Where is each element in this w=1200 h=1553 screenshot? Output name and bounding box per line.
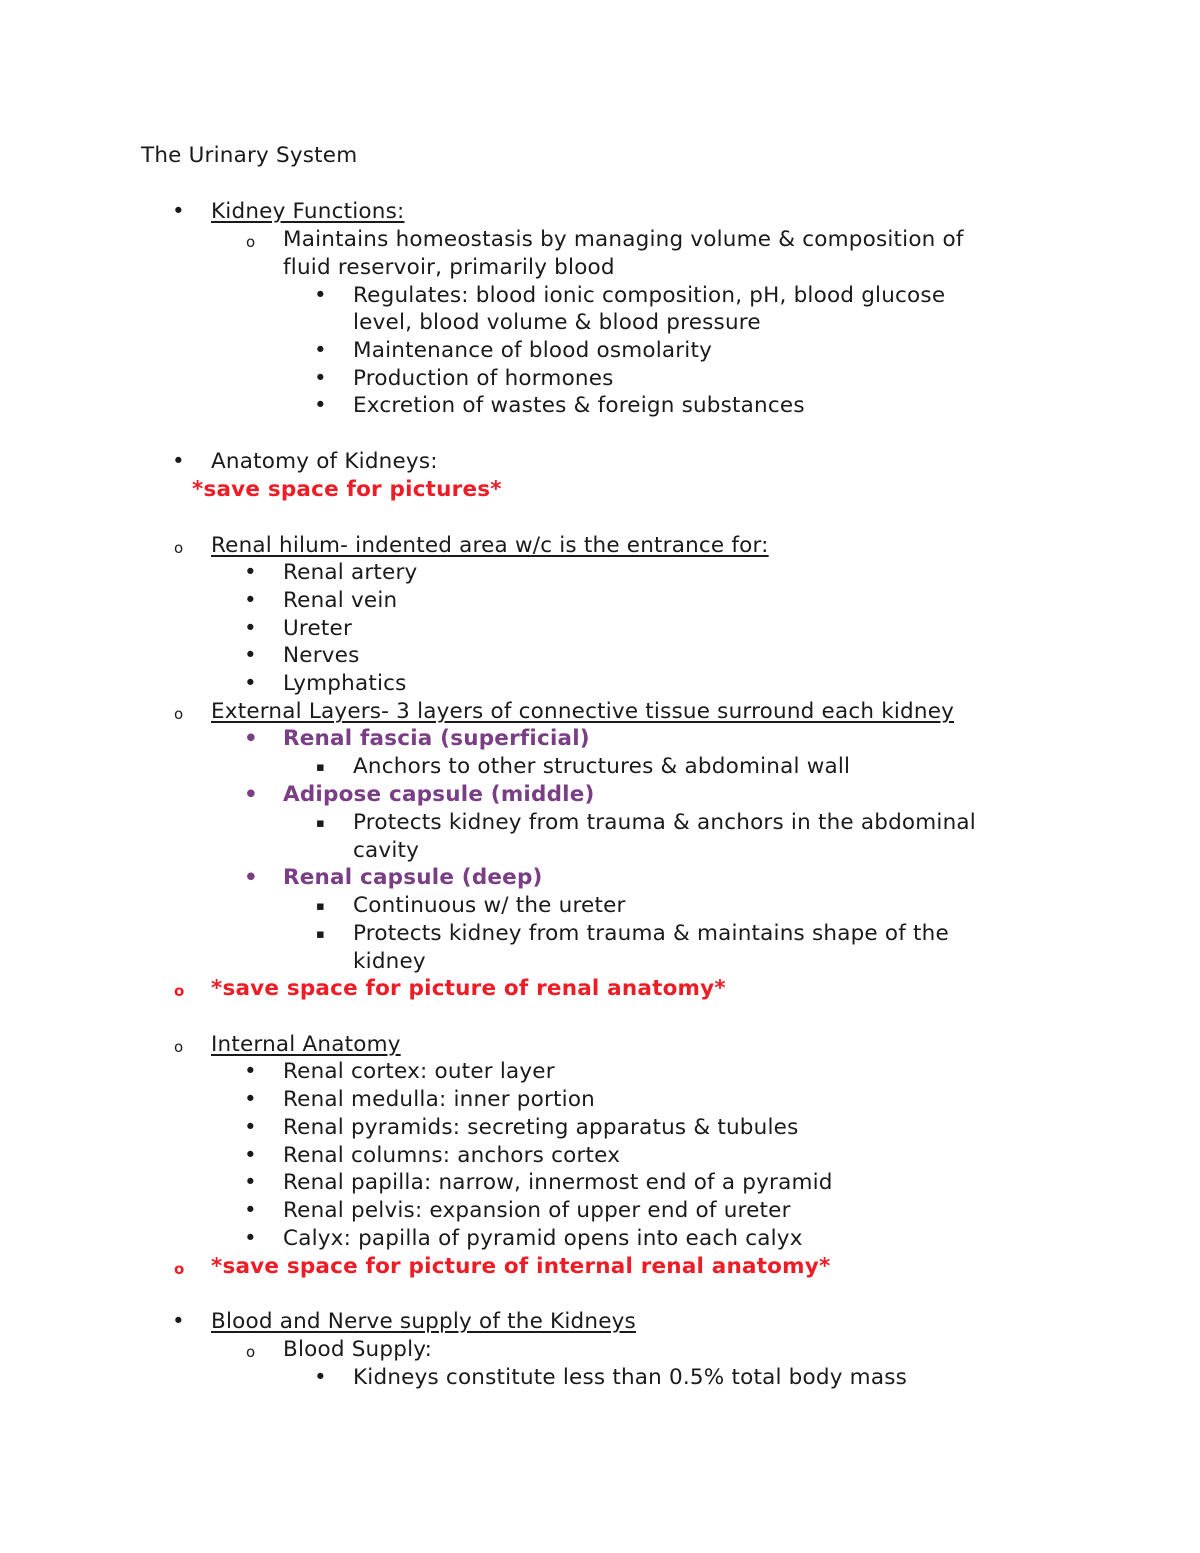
- outline-item: Ureter: [283, 616, 353, 641]
- outline-item: Internal Anatomy: [211, 1032, 401, 1057]
- bullet-marker: ▪: [316, 927, 325, 942]
- bullet-marker: •: [244, 588, 257, 613]
- bullet-marker: ▪: [316, 816, 325, 831]
- outline-item: Maintenance of blood osmolarity: [353, 338, 713, 363]
- outline-item: Calyx: papilla of pyramid opens into each calyx: [283, 1226, 803, 1251]
- outline-item: Blood and Nerve supply of the Kidneys: [211, 1309, 636, 1334]
- bullet-marker: •: [244, 1087, 257, 1112]
- outline-item: Anatomy of Kidneys:: [211, 449, 438, 474]
- outline-item: Kidneys constitute less than 0.5% total body mass: [353, 1365, 907, 1390]
- bullet-marker: •: [244, 1198, 257, 1223]
- outline-item: level, blood volume & blood pressure: [353, 310, 761, 335]
- outline-item: Production of hormones: [353, 366, 614, 391]
- bullet-marker: •: [172, 1309, 185, 1334]
- bullet-marker: o: [246, 1343, 256, 1361]
- outline-item: Renal artery: [283, 560, 418, 585]
- outline-item: Renal vein: [283, 588, 398, 613]
- outline-item: Renal hilum- indented area w/c is the entrance for:: [211, 533, 769, 558]
- outline-item: Renal medulla: inner portion: [283, 1087, 596, 1112]
- outline-item: Renal columns: anchors cortex: [283, 1143, 621, 1168]
- bullet-marker: o: [174, 705, 184, 723]
- outline-item: External Layers- 3 layers of connective tissue surround each kidney: [211, 699, 955, 724]
- outline-item: Renal capsule (deep): [283, 865, 543, 890]
- bullet-marker: •: [244, 1143, 257, 1168]
- bullet-marker: o: [174, 539, 184, 557]
- outline-item: Renal pyramids: secreting apparatus & tubules: [283, 1115, 799, 1140]
- bullet-marker: o: [246, 233, 256, 251]
- outline-item: Renal papilla: narrow, innermost end of a pyramid: [283, 1170, 833, 1195]
- outline-item: Adipose capsule (middle): [283, 782, 595, 807]
- bullet-marker: o: [174, 982, 185, 1000]
- outline-item: Protects kidney from trauma & maintains shape of the: [353, 921, 949, 946]
- outline-item: Anchors to other structures & abdominal wall: [353, 754, 851, 779]
- outline-item: cavity: [353, 838, 420, 863]
- outline-item: Protects kidney from trauma & anchors in the abdominal: [353, 810, 976, 835]
- outline-item: kidney: [353, 949, 426, 974]
- outline-item: Renal fascia (superficial): [283, 726, 590, 751]
- bullet-marker: •: [244, 865, 258, 890]
- bullet-marker: •: [244, 616, 257, 641]
- bullet-marker: •: [314, 338, 327, 363]
- outline-item: Maintains homeostasis by managing volume & composition of: [283, 227, 964, 252]
- bullet-marker: ▪: [316, 899, 325, 914]
- bullet-marker: o: [174, 1260, 185, 1278]
- bullet-marker: •: [244, 560, 257, 585]
- bullet-marker: •: [314, 393, 327, 418]
- bullet-marker: •: [244, 782, 258, 807]
- bullet-marker: o: [174, 1038, 184, 1056]
- bullet-marker: •: [314, 366, 327, 391]
- bullet-marker: •: [314, 1365, 327, 1390]
- outline-item: *save space for pictures*: [192, 477, 502, 502]
- bullet-marker: •: [172, 449, 185, 474]
- document-title: The Urinary System: [141, 143, 358, 168]
- outline-item: Nerves: [283, 643, 360, 668]
- bullet-marker: •: [244, 1115, 257, 1140]
- bullet-marker: •: [244, 671, 257, 696]
- outline-item: *save space for picture of internal renal anatomy*: [211, 1254, 831, 1279]
- outline-item: Blood Supply:: [283, 1337, 433, 1362]
- outline-item: Regulates: blood ionic composition, pH, blood glucose: [353, 283, 946, 308]
- outline-item: *save space for picture of renal anatomy*: [211, 976, 726, 1001]
- outline-item: Excretion of wastes & foreign substances: [353, 393, 805, 418]
- outline-item: Continuous w/ the ureter: [353, 893, 626, 918]
- bullet-marker: •: [172, 199, 185, 224]
- outline-item: Lymphatics: [283, 671, 407, 696]
- outline-item: Kidney Functions:: [211, 199, 405, 224]
- bullet-marker: ▪: [316, 760, 325, 775]
- bullet-marker: •: [244, 726, 258, 751]
- bullet-marker: •: [244, 1170, 257, 1195]
- outline-item: Renal cortex: outer layer: [283, 1059, 555, 1084]
- bullet-marker: •: [244, 1059, 257, 1084]
- bullet-marker: •: [244, 1226, 257, 1251]
- bullet-marker: •: [244, 643, 257, 668]
- bullet-marker: •: [314, 283, 327, 308]
- outline-item: fluid reservoir, primarily blood: [283, 255, 615, 280]
- outline-item: Renal pelvis: expansion of upper end of ureter: [283, 1198, 791, 1223]
